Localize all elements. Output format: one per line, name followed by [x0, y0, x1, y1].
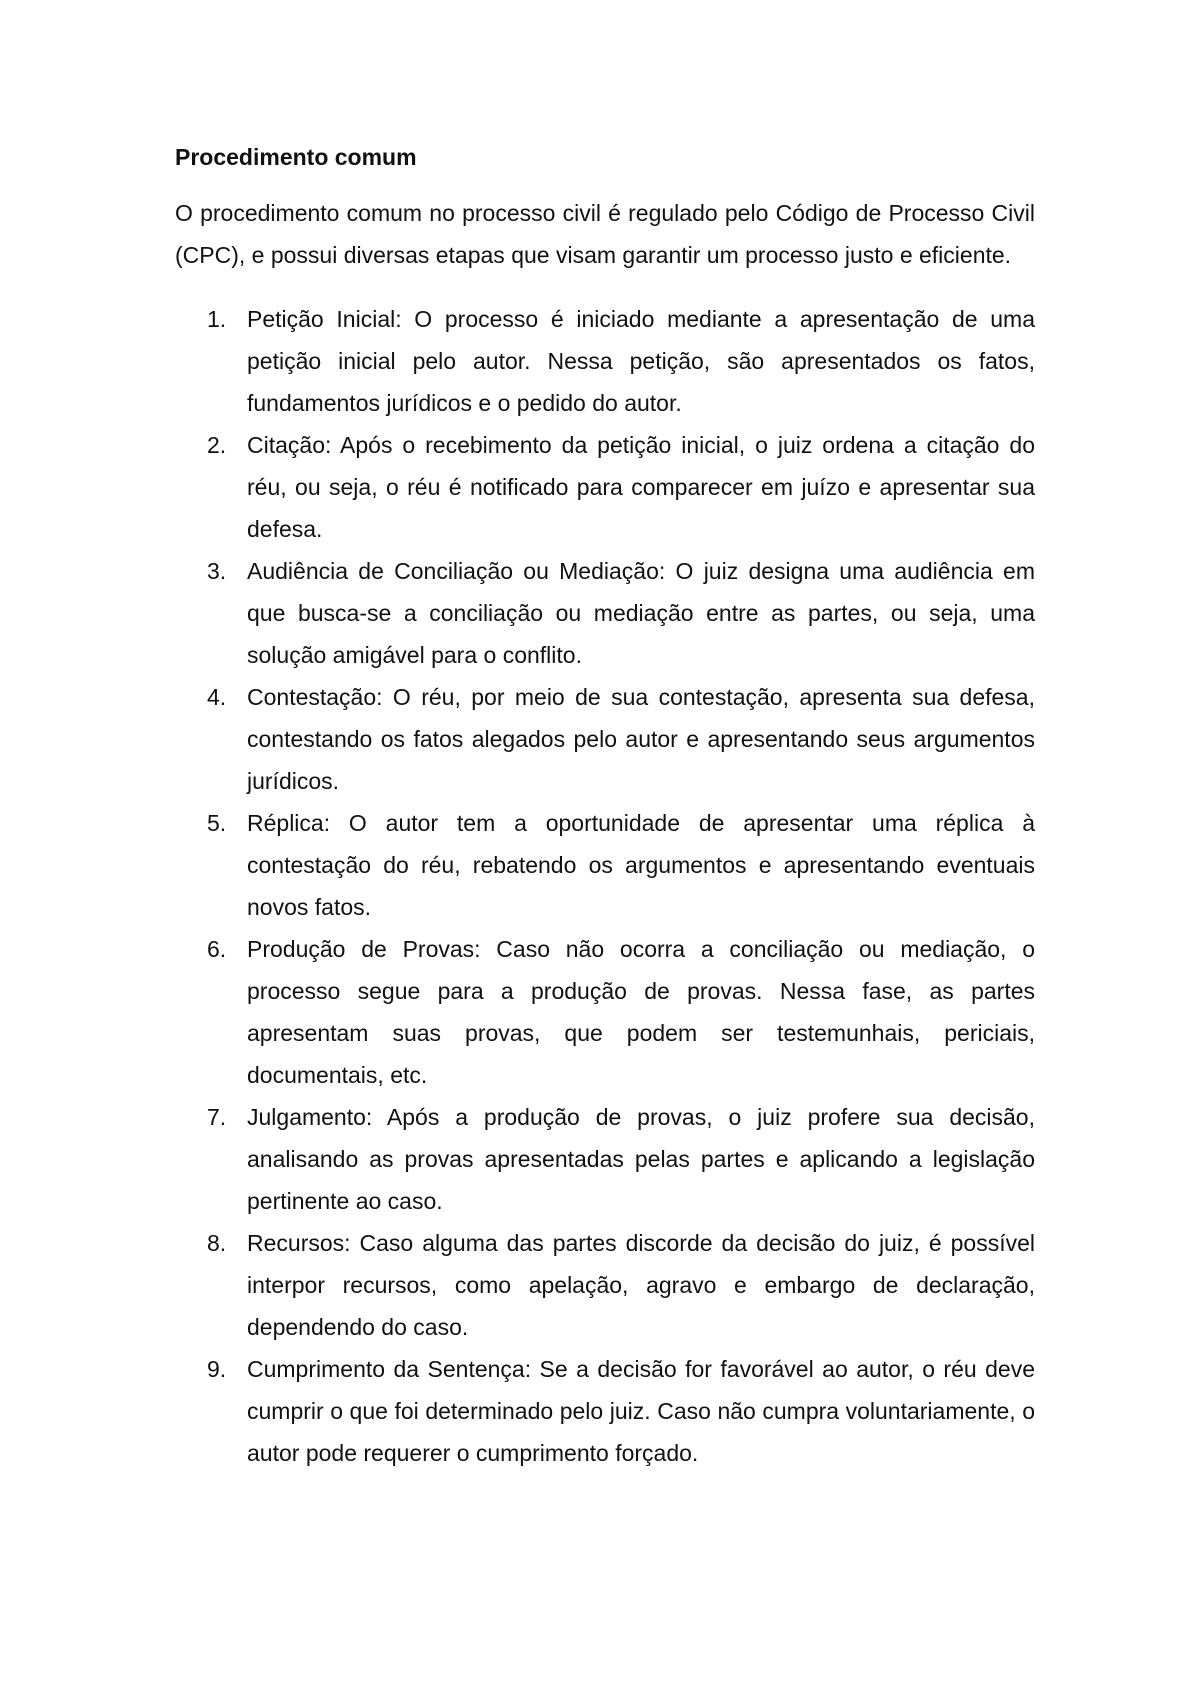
- list-item: [175, 802, 1035, 928]
- list-item-text: Recursos: Caso alguma das partes discorde da decisão do juiz, é possível interpor recursos, como apelação, agravo e embargo de declaração, dependendo do caso.: [247, 1230, 1035, 1340]
- list-item: [175, 298, 1035, 424]
- list-item-number: 6.: [207, 936, 227, 962]
- list-item-text: Petição Inicial: O processo é iniciado mediante a apresentação de uma petição inicial pelo autor. Nessa petição, são apresentados os fatos, fundamentos jurídicos e o pedido do autor.: [247, 306, 1035, 416]
- list-item-number: 9.: [207, 1356, 227, 1382]
- list-item: [175, 1348, 1035, 1474]
- document-title: Procedimento comum: [175, 144, 417, 170]
- list-item-text: Julgamento: Após a produção de provas, o juiz profere sua decisão, analisando as provas apresentadas pelas partes e aplicando a legislação pertinente ao caso.: [247, 1104, 1035, 1214]
- list-item: [175, 550, 1035, 676]
- list-item-number: 2.: [207, 432, 227, 458]
- list-item: [175, 1222, 1035, 1348]
- steps-list: [175, 298, 1035, 1474]
- intro-paragraph: O procedimento comum no processo civil é regulado pelo Código de Processo Civil (CPC), e possui diversas etapas que visam garantir um processo justo e eficiente.: [175, 200, 1035, 268]
- list-item-number: 7.: [207, 1104, 227, 1130]
- list-item: [175, 676, 1035, 802]
- list-item-number: 3.: [207, 558, 227, 584]
- list-item: [175, 424, 1035, 550]
- document-page: [175, 136, 1035, 1474]
- list-item-text: Citação: Após o recebimento da petição inicial, o juiz ordena a citação do réu, ou seja, o réu é notificado para comparecer em juízo e apresentar sua defesa.: [247, 432, 1035, 542]
- list-item-text: Contestação: O réu, por meio de sua contestação, apresenta sua defesa, contestando os fatos alegados pelo autor e apresentando seus argumentos jurídicos.: [247, 684, 1035, 794]
- list-item-number: 4.: [207, 684, 227, 710]
- list-item-text: Audiência de Conciliação ou Mediação: O juiz designa uma audiência em que busca-se a conciliação ou mediação entre as partes, ou seja, uma solução amigável para o conflito.: [247, 558, 1035, 668]
- list-item-text: Réplica: O autor tem a oportunidade de apresentar uma réplica à contestação do réu, rebatendo os argumentos e apresentando eventuais novos fatos.: [247, 810, 1035, 920]
- list-item-number: 8.: [207, 1230, 227, 1256]
- list-item-text: Produção de Provas: Caso não ocorra a conciliação ou mediação, o processo segue para a produção de provas. Nessa fase, as partes apresentam suas provas, que podem ser testemunhais, periciais, documentais, etc.: [247, 936, 1035, 1088]
- list-item: [175, 928, 1035, 1096]
- list-item-number: 5.: [207, 810, 227, 836]
- list-item: [175, 1096, 1035, 1222]
- list-item-text: Cumprimento da Sentença: Se a decisão for favorável ao autor, o réu deve cumprir o que foi determinado pelo juiz. Caso não cumpra voluntariamente, o autor pode requerer o cumprimento forçado.: [247, 1356, 1035, 1466]
- list-item-number: 1.: [207, 306, 227, 332]
